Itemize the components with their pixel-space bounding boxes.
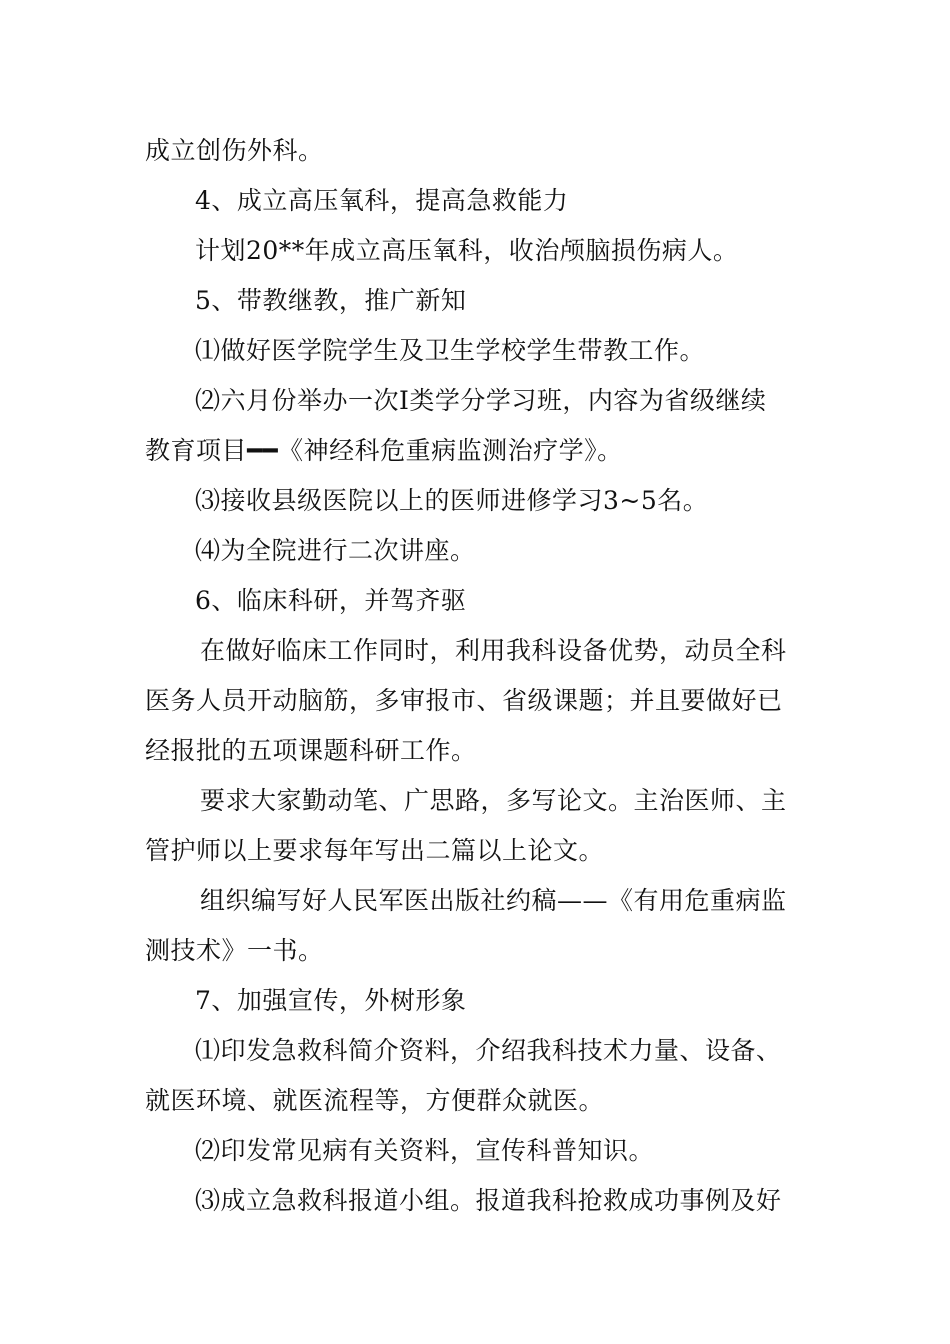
section-heading-7: 7、加强宣传，外树形象 [195,986,467,1015]
paragraph-line: 管护师以上要求每年写出二篇以上论文。 [145,836,605,865]
paragraph-line: 组织编写好人民军医出版社约稿——《有用危重病监 [200,886,787,915]
section-heading-5: 5、带教继教，推广新知 [195,286,467,315]
paragraph-line: 要求大家勤动笔、广思路，多写论文。主治医师、主 [200,786,787,815]
list-item: ⑴印发急救科简介资料，介绍我科技术力量、设备、 [195,1036,782,1065]
paragraph-line: 测技术》一书。 [145,936,324,965]
paragraph-line: 在做好临床工作同时，利用我科设备优势，动员全科 [200,636,787,665]
list-item: ⑷为全院进行二次讲座。 [195,536,476,565]
paragraph-line: 计划20**年成立高压氧科，收治颅脑损伤病人。 [195,236,739,265]
section-heading-6: 6、临床科研，并驾齐驱 [195,586,467,615]
paragraph-line: 经报批的五项课题科研工作。 [145,736,477,765]
paragraph-line: 就医环境、就医流程等，方便群众就医。 [145,1086,605,1115]
list-item: ⑵印发常见病有关资料，宣传科普知识。 [195,1136,655,1165]
list-item: ⑶成立急救科报道小组。报道我科抢救成功事例及好 [195,1186,782,1215]
section-heading-4: 4、成立高压氧科，提高急救能力 [195,186,569,215]
list-item: ⑵六月份举办一次Ⅰ类学分学习班，内容为省级继续 [195,386,767,415]
list-item: ⑶接收县级医院以上的医师进修学习3~5名。 [195,486,709,515]
paragraph-line: 医务人员开动脑筋，多审报市、省级课题；并且要做好已 [145,686,783,715]
paragraph-line: 成立创伤外科。 [145,136,324,165]
document-body [145,126,810,1226]
paragraph-line: 教育项目━━《神经科危重病监测治疗学》。 [145,436,623,465]
list-item: ⑴做好医学院学生及卫生学校学生带教工作。 [195,336,706,365]
